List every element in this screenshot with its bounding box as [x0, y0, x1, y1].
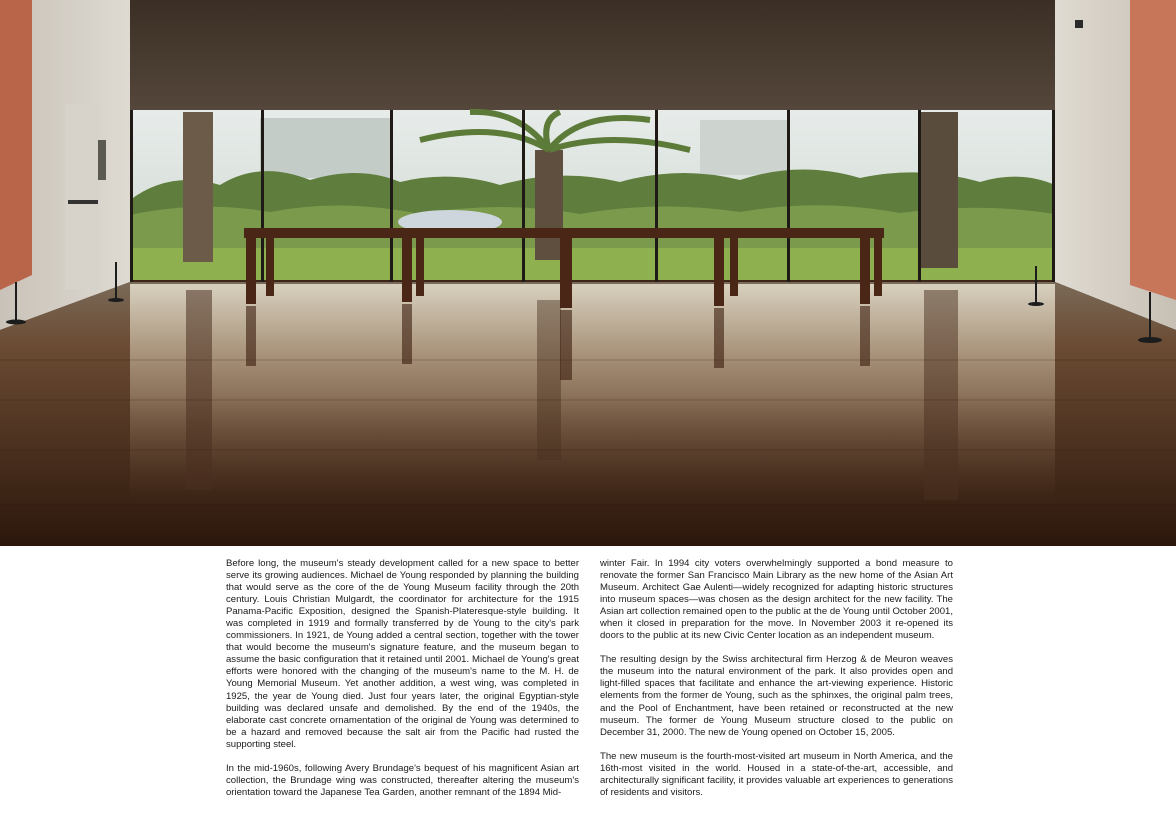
- article-paragraph: The new museum is the fourth-most-visited art museum in North America, and the 16th-most visited in the world. Housed in a state-of-the-art, accessible, and architecturally significant facility, it provides valuable art experiences to generations of residents and visitors.: [600, 750, 953, 798]
- article-right-column: [600, 558, 953, 811]
- right-wall: [1055, 0, 1176, 330]
- article-paragraph: winter Fair. In 1994 city voters overwhelmingly supported a bond measure to renovate the former San Francisco Main Library as the new home of the Asian Art Museum. Architect Gae Aulenti—widely recognized for adapting historic structures into museum spaces—was chosen as the design architect for the new facility. The Asian art collection remained open to the public at the de Young until October 2001, when it closed in preparation for the move. In November 2003 it re-opened its doors to the public at its new Civic Center location as an independent museum.: [600, 558, 953, 642]
- ceiling: [90, 0, 1080, 110]
- left-wall: [0, 0, 130, 330]
- article-left-column: [226, 558, 579, 811]
- article-paragraph: The resulting design by the Swiss architectural firm Herzog & de Meuron weaves the museum into the natural environment of the park. It also provides open and light-filled spaces that facilitate and enhance the art-viewing experience. Historic elements from the former de Young, such as the sphinxes, the original palm trees, and the Pool of Enchantment, have been retained or reconstructed at the new museum. The former de Young Museum structure closed to the public on December 31, 2000. The new de Young opened on October 15, 2005.: [600, 654, 953, 738]
- article-paragraph: In the mid-1960s, following Avery Brundage's bequest of his magnificent Asian art collection, the Brundage wing was constructed, thereafter altering the museum's orientation toward the Japanese Tea Garden, another remnant of the 1894 Mid-: [226, 762, 579, 798]
- article-paragraph: Before long, the museum's steady development called for a new space to better serve its growing audiences. Michael de Young responded by planning the building that would serve as the core of the de Young Museum facility through the 20th century. Louis Christian Mulgardt, the coordinator for architecture for the 1915 Panama-Pacific Exposition, designed the Spanish-Plateresque-style building. It was completed in 1919 and formally transferred by de Young to the city's park commissioners. In 1921, de Young added a central section, together with the tower that would become the museum's signature feature, and the museum began to assume the basic configuration that it retained until 2001. Michael de Young's great efforts were honored with the changing of the museum's name to the M. H. de Young Memorial Museum. Yet another addition, a west wing, was completed in 1925, the year de Young died. Just four years later, the original Egyptian-style building was declared unsafe and demolished. By the end of the 1940s, the elaborate cast concrete ornamentation of the original de Young was determined to be a hazard and removed because the salt air from the Pacific had rusted the supporting steel.: [226, 558, 579, 750]
